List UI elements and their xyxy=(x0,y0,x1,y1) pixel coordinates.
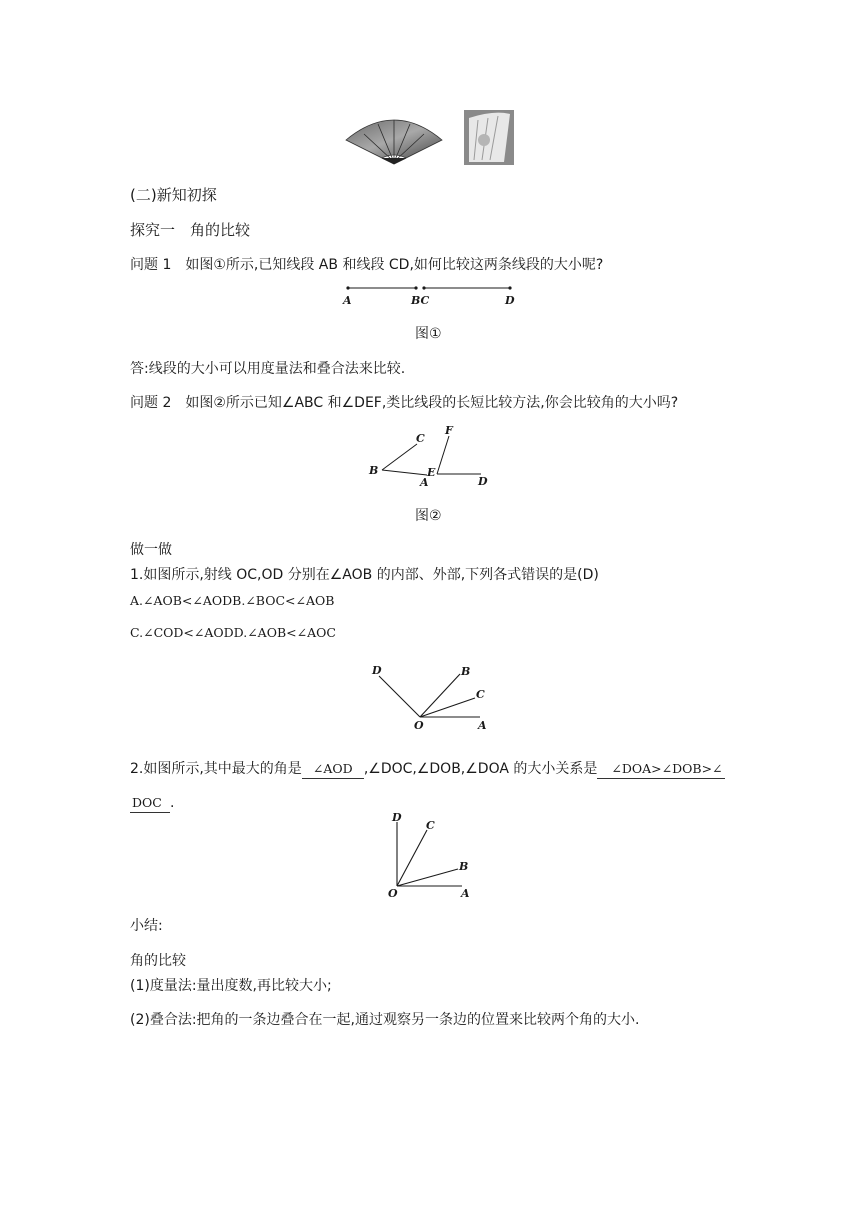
p1-label-o: O xyxy=(414,719,424,732)
summary-title: 小结: xyxy=(130,918,163,934)
answer-1: 答:线段的大小可以用度量法和叠合法来比较. xyxy=(130,361,406,377)
figure-1-segments xyxy=(338,280,528,310)
fig2-label-c: C xyxy=(416,432,425,445)
p2-label-a: A xyxy=(461,887,470,900)
question-2-label: 问题 2 xyxy=(130,395,172,411)
practice-2-blank-2-line2: DOC xyxy=(130,794,170,813)
p2-label-o: O xyxy=(388,887,398,900)
section-title: (二)新知初探 xyxy=(130,186,217,204)
point-label-a: A xyxy=(343,294,352,307)
summary-item-2: (2)叠合法:把角的一条边叠合在一起,通过观察另一条边的位置来比较两个角的大小. xyxy=(130,1012,640,1028)
practice-2-blank-1: ∠AOD xyxy=(302,760,364,779)
practice-2-stem-before: 2.如图所示,其中最大的角是 xyxy=(130,761,302,777)
p2-label-c: C xyxy=(426,819,435,832)
summary-item-1: (1)度量法:量出度数,再比较大小; xyxy=(130,978,332,994)
practice-1-stem: 1.如图所示,射线 OC,OD 分别在∠AOB 的内部、外部,下列各式错误的是(D) xyxy=(130,567,599,583)
figure-1-caption: 图① xyxy=(415,326,442,342)
fan-image-open xyxy=(344,110,444,165)
p2-label-d: D xyxy=(392,811,402,824)
p1-label-b: B xyxy=(461,665,471,678)
question-2-text: 如图②所示已知∠ABC 和∠DEF,类比线段的长短比较方法,你会比较角的大小吗? xyxy=(185,395,679,411)
point-label-d: D xyxy=(505,294,515,307)
p1-label-d: D xyxy=(372,664,382,677)
practice-2-stem xyxy=(130,760,725,779)
practice-2-blank-2-line1: ∠DOA>∠DOB>∠ xyxy=(597,760,724,779)
fig2-label-f: F xyxy=(445,424,453,437)
explore-title: 探究一 角的比较 xyxy=(130,221,251,239)
practice-2-stem-middle: ,∠DOC,∠DOB,∠DOA 的大小关系是 xyxy=(363,761,598,777)
figure-2-caption: 图② xyxy=(415,508,442,524)
practice-1-options-line1: A.∠AOB<∠AODB.∠BOC<∠AOB xyxy=(130,593,335,608)
practice-1-figure xyxy=(365,660,495,732)
p2-label-b: B xyxy=(459,860,469,873)
practice-2-period: . xyxy=(170,795,175,811)
fig2-label-b: B xyxy=(369,464,379,477)
practice-2-figure xyxy=(380,810,480,902)
fig2-label-a: A xyxy=(420,476,429,489)
question-2 xyxy=(130,394,678,412)
question-1-text: 如图①所示,已知线段 AB 和线段 CD,如何比较这两条线段的大小呢? xyxy=(185,257,604,273)
figure-2-angles xyxy=(365,422,495,490)
summary-subtitle: 角的比较 xyxy=(130,953,186,969)
point-label-bc: BC xyxy=(411,294,430,307)
fig2-label-e: E xyxy=(427,466,436,479)
practice-title: 做一做 xyxy=(130,542,172,558)
p1-label-a: A xyxy=(478,719,487,732)
practice-2-stem-line2 xyxy=(130,794,174,813)
fig2-label-d: D xyxy=(478,475,488,488)
p1-label-c: C xyxy=(476,688,485,701)
practice-1-options-line2: C.∠COD<∠AODD.∠AOB<∠AOC xyxy=(130,625,336,640)
question-1-label: 问题 1 xyxy=(130,257,172,273)
fan-image-partial xyxy=(464,110,514,165)
question-1 xyxy=(130,256,603,274)
